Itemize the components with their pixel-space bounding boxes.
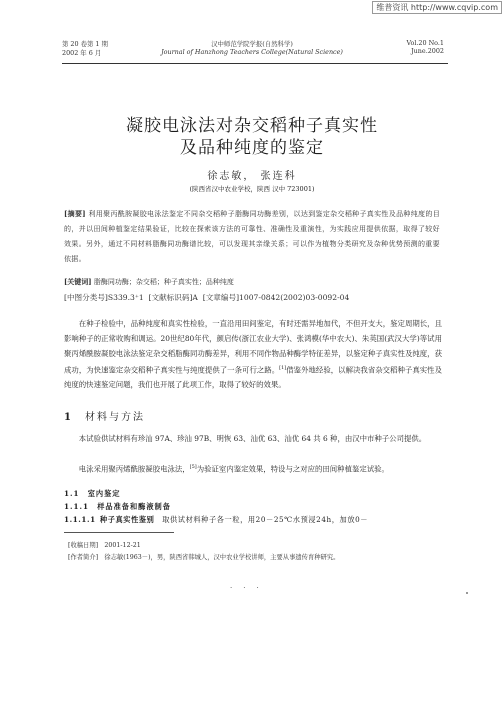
- watermark: 维普资讯 http://www.cqvip.com: [372, 1, 502, 14]
- subsection-1-1-1-1: [64, 515, 444, 525]
- journal-name-cn: 汉中师范学院学报(自然科学): [211, 40, 293, 48]
- article-id-label: [文章编号]: [202, 293, 240, 302]
- received-label: [收稿日期]: [68, 542, 99, 549]
- subsection-title: 种子真实性鉴别: [99, 515, 155, 524]
- materials-text: 本试验供试材料有珍汕 97A、珍汕 97B、明恢 63、汕优 63、汕优 64 共 6 种，由汉中市种子公司提供。: [78, 434, 427, 443]
- header-rule: [62, 63, 448, 64]
- received-value: 2001-12-21: [104, 542, 141, 549]
- clc-label: [中图分类号]: [64, 293, 108, 302]
- subsection-1-1: 1.1 室内鉴定: [64, 489, 121, 498]
- journal-volume-en: [406, 39, 444, 55]
- authors: 徐志敏， 张连科: [207, 171, 297, 182]
- keywords: [64, 277, 234, 287]
- scan-speck: [466, 592, 468, 594]
- clc-value: S339.3⁺1: [107, 293, 144, 302]
- subsection-text: 取供试材料种子各一粒，用20－25℃水预浸24h，加放0－: [162, 515, 369, 524]
- intro-text: 在种子检验中，品种纯度和真实性检验，一直沿用田间鉴定，有时还需异地加代，不但开支大，鉴定周期长，且影响种子的正常收购和调运。20世纪80年代，颜启传(浙江农业大学)、张鸿模(华中农大)、朱英国(武汉大学)等试用聚丙烯酰胺凝胶电泳法鉴定杂交稻脂酶同功酶差异，利用不同作物品种酶学特征差异，以鉴定种子真实性及纯度，获成功，为快速鉴定杂交稻种子真实性与纯度提供了一条可行之路。: [64, 319, 442, 375]
- abstract-label: [摘要]: [64, 209, 86, 218]
- author-bio-value: 徐志敏(1963－)，男，陕西省韩城人，汉中农业学校讲师，主要从事遗传育种研究。: [104, 554, 340, 561]
- doc-code-label: [文献标识码]: [148, 293, 193, 302]
- method-text: 电泳采用聚丙烯酰胺凝胶电泳法，: [78, 464, 190, 474]
- method-paragraph: [64, 460, 442, 476]
- classification-line: [64, 292, 349, 303]
- citation-1: [1]: [279, 365, 287, 371]
- section-title: 材料与方法: [84, 412, 145, 423]
- method-tail: 为验证室内鉴定效果，特设与之对应的田间种植鉴定试验。: [196, 464, 389, 474]
- intro-paragraph: [64, 316, 442, 392]
- article-id-value: 1007-0842(2002)03-0092-04: [239, 293, 350, 302]
- subsection-1-1-1: 1.1.1 样品准备和酶液制备: [64, 502, 171, 511]
- keywords-label: [关键词]: [64, 277, 92, 286]
- volume-en: Vol.20 No.1: [406, 39, 444, 47]
- article-title-line2: 及品种纯度的鉴定: [180, 138, 324, 158]
- issue-date: 2002 年 6 月: [62, 49, 102, 57]
- date-en: June.2002: [411, 47, 444, 55]
- author-bio-label: [作者简介]: [68, 554, 99, 561]
- subsection-number: 1.1.1.1: [64, 515, 96, 524]
- materials-paragraph: [64, 431, 442, 446]
- page-marks: · · ·: [230, 584, 261, 592]
- section-heading: [64, 408, 145, 423]
- intro-tail: 借鉴外地经验，以解决我省杂交稻种子真实性及纯度的快速鉴定问题，我们也开展了此项工作，取得了较好的效果。: [64, 365, 442, 390]
- footnote-rule: [64, 532, 174, 533]
- author-bio: [68, 552, 339, 561]
- received-date: [68, 540, 141, 549]
- keywords-text: 脂酶同功酶；杂交稻；种子真实性；品种纯度: [93, 278, 234, 286]
- affiliation: (陕西省汉中农业学校，陕西 汉中 723001): [189, 185, 315, 193]
- journal-name-en: Journal of Hanzhong Teachers College(Natural Science): [161, 48, 343, 56]
- section-number: 1: [64, 412, 73, 423]
- volume-issue: 第 20 卷第 1 期: [62, 40, 108, 48]
- article-title-line1: 凝胶电泳法对杂交稻种子真实性: [126, 116, 378, 136]
- abstract: [64, 206, 440, 267]
- doc-code-value: A: [192, 293, 198, 302]
- citation-5: [5]: [189, 464, 197, 470]
- abstract-text: 利用聚丙酰胺凝胶电泳法鉴定不同杂交稻种子脂酶同功酶差别，以达到鉴定杂交稻种子真实性及品种纯度的目的，并以田间种植鉴定结果验证，比较在探索该方法的可靠性、准确性及重演性，为实践应用提供依据，取得了较好效果。另外，通过不同材料脂酶同功酶谱比较，可以发现其亲缘关系；可以作为植物分类研究及杂种优势预测的重要依据。: [64, 210, 441, 263]
